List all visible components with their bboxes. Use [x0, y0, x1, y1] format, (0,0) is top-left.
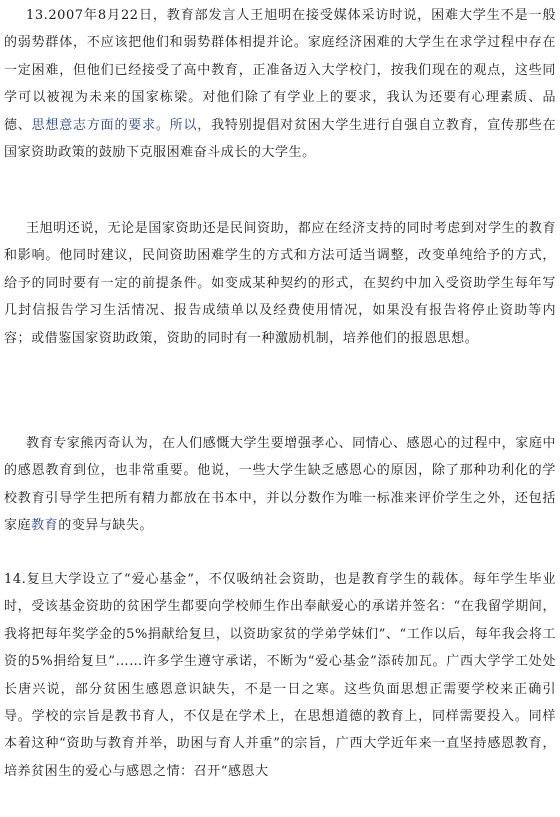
- paragraph-13-text-b: 我特别提倡对贫困大: [211, 117, 336, 133]
- paragraph-xiong-bingqi-highlight-education: 教育: [31, 518, 59, 534]
- paragraph-xiong-bingqi-text-a: 教育专家熊丙奇认为，在人们感慨大学生要增强孝心、同情心、感恩心的过程中，家庭中的感恩教育到位，也非常重要。他说，一些大学生缺乏感恩心的原因，除了那种功利化的学校教育引导学生把所有精力都放在书本中，并以分数作为唯一标准来评价学生之外，还包括家庭: [4, 436, 556, 534]
- paragraph-13-text-c: 学生进行自强自立教育，宣传那些在国家资助政策的鼓励下克服困难奋斗成长的大学生。: [4, 117, 557, 161]
- paragraph-14: [4, 566, 556, 785]
- paragraph-wang-xuming: [4, 215, 556, 352]
- paragraph-13-text-a: 13.2007年8月22日，教育部发言人王旭明在接受媒体采访时说，困难大学生不是一般的弱势群体，不应该把他们和弱势群体相提并论。家庭经济困难的大学生在求学过程中存在一定困难，但他们已经接受了高中教育，正准备迈入大学校门，按我们现在的观点，这些同学可以被视为未来的国家栋梁。对他们除了有学业上的要求，我认为还要有心理素质、品德、: [4, 8, 556, 133]
- paragraph-13-highlight-thought: 思想意志方面的要求。所以，: [31, 117, 212, 133]
- paragraph-xiong-bingqi: [4, 430, 556, 540]
- paragraph-13: [4, 2, 556, 166]
- paragraph-14-text: 14.复旦大学设立了“爱心基金”，不仅吸纳社会资助，也是教育学生的载体。每年学生毕业时，受该基金资助的贫困学生都要向学校师生作出奉献爱心的承诺并签名：“在我留学期间，我将把每年奖学金的5%捐献给复旦，以资助家贫的学弟学妹们”、“工作以后，每年我会将工资的5%捐给复旦”……许多学生遵守承诺，不断为“爱心基金”添砖加瓦。广西大学学工处处长唐兴说，部分贫困生感恩意识缺失，不是一日之寒。这些负面思想正需要学校来正确引导。学校的宗旨是教书育人，不仅是在学术上，在思想道德的教育上，同样需要投入。同样本着这种“资助与教育并举，助困与育人并重”的宗旨，广西大学近年来一直坚持感恩教育，培养贫困生的爱心与感恩之情：召开“感恩大: [4, 572, 556, 779]
- paragraph-xiong-bingqi-text-b: 的变异与缺失。: [58, 518, 154, 534]
- paragraph-wang-xuming-text: 王旭明还说，无论是国家资助还是民间资助，都应在经济支持的同时考虑到对学生的教育和影响。他同时建议，民间资助困难学生的方式和方法可适当调整，改变单纯给予的方式，给予的同时要有一定的前提条件。如变成某种契约的形式，在契约中加入受资助学生每年写几封信报告学习生活情况、报告成绩单以及经费使用情况，如果没有报告将停止资助等内容；或借鉴国家资助政策，资助的同时有一种激励机制，培养他们的报恩思想。: [4, 221, 556, 346]
